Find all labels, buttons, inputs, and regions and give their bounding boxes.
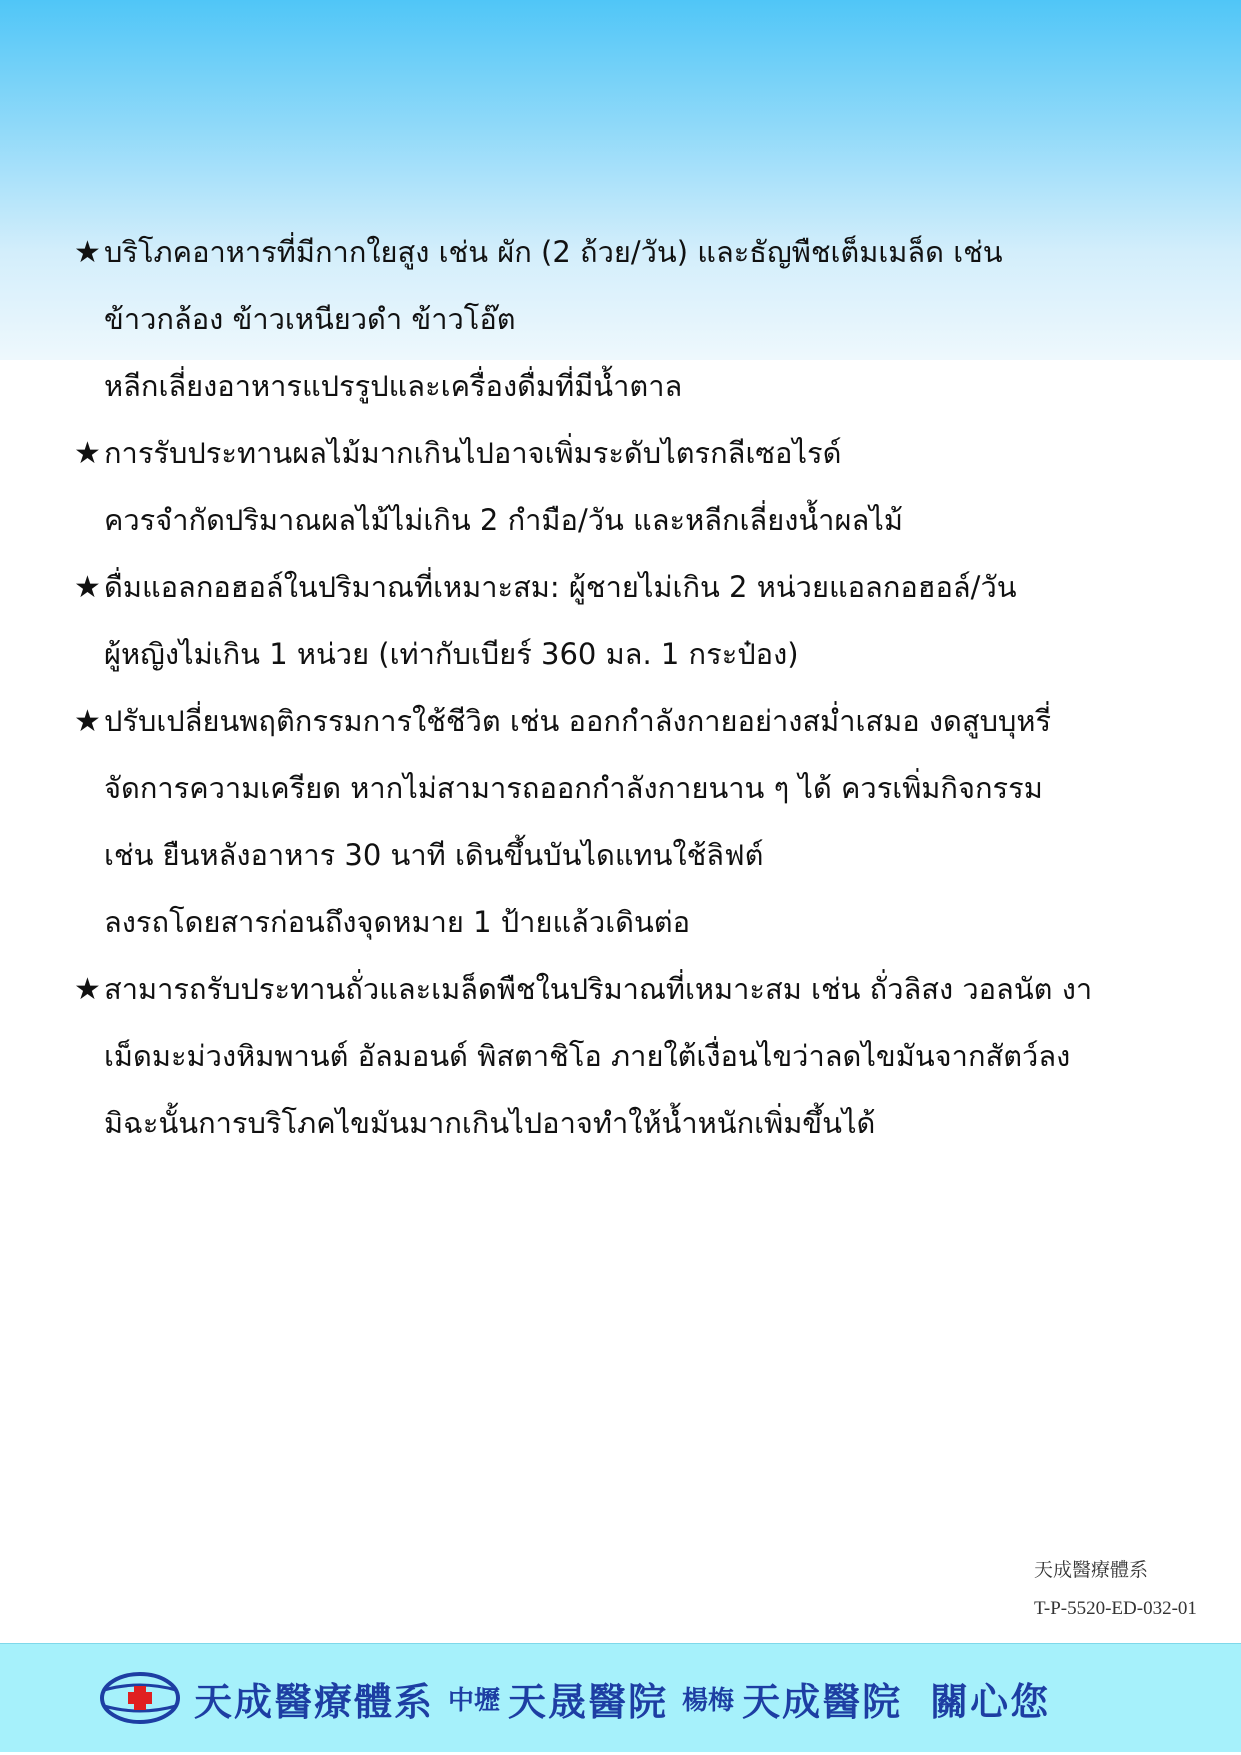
- star-bullet-icon: ★: [74, 235, 101, 270]
- advice-line-4: ★ การรับประทานผลไม้มากเกินไปอาจเพิ่มระดับไตรกลีเซอไรด์: [74, 433, 841, 474]
- advice-line-10: เช่น ยืนหลังอาหาร 30 นาที เดินขึ้นบันไดแทนใช้ลิฟต์: [104, 838, 764, 872]
- advice-line-6: ★ ดื่มแอลกอฮอล์ในปริมาณที่เหมาะสม: ผู้ชายไม่เกิน 2 หน่วยแอลกอฮอล์/วัน: [74, 567, 1017, 608]
- footer-content: [100, 1644, 1050, 1752]
- advice-line-11: ลงรถโดยสารก่อนถึงจุดหมาย 1 ป้ายแล้วเดินต่อ: [104, 905, 691, 939]
- advice-line-8: ★ ปรับเปลี่ยนพฤติกรรมการใช้ชีวิต เช่น ออกกำลังกายอย่างสม่ำเสมอ งดสูบบุหรี่: [74, 701, 1051, 742]
- document-code-block: [1034, 1556, 1197, 1624]
- footer-slogan: 關心您: [930, 1679, 1051, 1724]
- advice-line-12: ★ สามารถรับประทานถั่วและเมล็ดพืชในปริมาณที่เหมาะสม เช่น ถั่วลิสง วอลนัต งา: [74, 969, 1092, 1010]
- document-org-name: 天成醫療體系: [1034, 1560, 1149, 1581]
- star-bullet-icon: ★: [74, 436, 101, 471]
- advice-line-9: จัดการความเครียด หากไม่สามารถออกกำลังกายนาน ๆ ได้ ควรเพิ่มกิจกรรม: [104, 771, 1043, 805]
- footer-location-1: 中壢: [448, 1685, 501, 1716]
- advice-line-14: มิฉะนั้นการบริโภคไขมันมากเกินไปอาจทำให้น้ำหนักเพิ่มขึ้นได้: [104, 1106, 876, 1140]
- document-code: T-P-5520-ED-032-01: [1034, 1598, 1197, 1619]
- advice-line-13: เม็ดมะม่วงหิมพานต์ อัลมอนด์ พิสตาชิโอ ภายใต้เงื่อนไขว่าลดไขมันจากสัตว์ลง: [104, 1039, 1071, 1073]
- advice-line-1: ★ บริโภคอาหารที่มีกากใยสูง เช่น ผัก (2 ถ้วย/วัน) และธัญพืชเต็มเมล็ด เช่น: [74, 232, 1003, 273]
- advice-line-7: ผู้หญิงไม่เกิน 1 หน่วย (เท่ากับเบียร์ 360 มล. 1 กระป๋อง): [104, 637, 799, 671]
- footer-hospital-2: 天成醫院: [742, 1679, 903, 1724]
- advice-line-3: หลีกเลี่ยงอาหารแปรรูปและเครื่องดื่มที่มีน้ำตาล: [104, 369, 683, 403]
- footer-location-2: 楊梅: [682, 1685, 735, 1716]
- advice-line-2: ข้าวกล้อง ข้าวเหนียวดำ ข้าวโอ๊ต: [104, 302, 516, 336]
- star-bullet-icon: ★: [74, 570, 101, 605]
- footer-hospital-1: 天晟醫院: [508, 1679, 669, 1724]
- footer-banner: [0, 1643, 1241, 1752]
- star-bullet-icon: ★: [74, 704, 101, 739]
- footer-org-name: 天成醫療體系: [194, 1679, 435, 1724]
- advice-line-5: ควรจำกัดปริมาณผลไม้ไม่เกิน 2 กำมือ/วัน และหลีกเลี่ยงน้ำผลไม้: [104, 503, 903, 537]
- red-cross-globe-icon: [100, 1672, 180, 1724]
- star-bullet-icon: ★: [74, 972, 101, 1007]
